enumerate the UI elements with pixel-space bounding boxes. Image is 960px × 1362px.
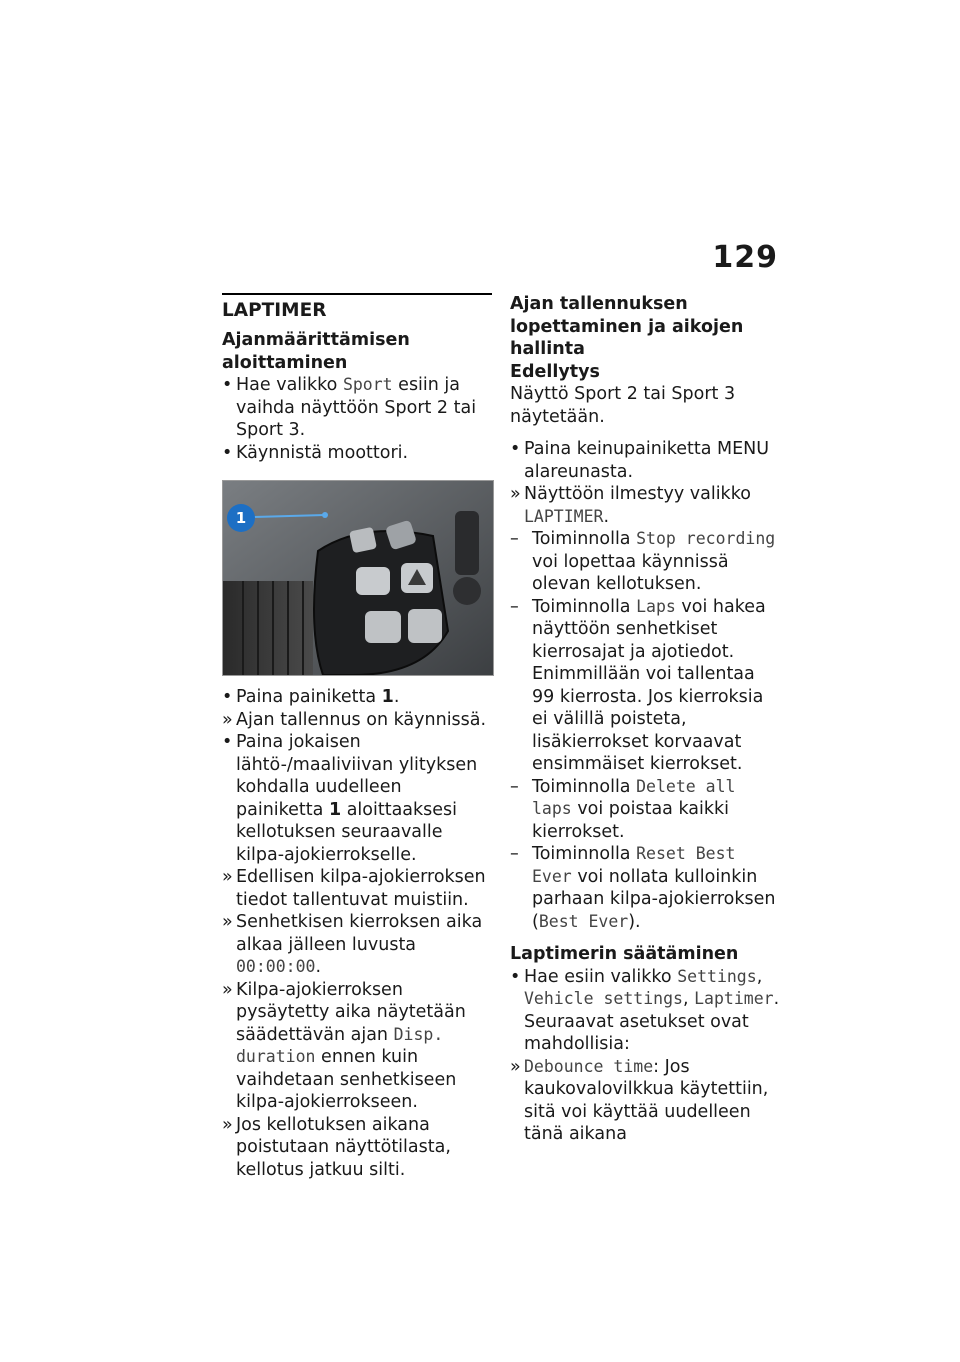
handlebar-switch-illustration [223,481,493,675]
list-item: » Ajan tallennus on käynnissä. [222,709,487,730]
list-item: » Edellisen kilpa-ajokierroksen tiedot tallentuvat muistiin. [222,867,486,910]
list-item: • Käynnistä moottori. [222,442,409,463]
section-rule [222,293,492,295]
list-item: • Paina painiketta 1. [222,687,400,707]
list-item: – Toiminnolla Stop recording voi lopettaa käynnissä olevan kellotuksen. [510,529,776,594]
list-item: • Paina keinupainiketta MENU alareunasta. [510,439,770,482]
steps-list-a [222,374,492,464]
subsection-title: Ajanmäärittämisen aloittaminen [222,330,410,373]
list-item: • Paina jokaisen lähtö-/maaliviivan ylityksen kohdalla uudelleen painiketta 1 aloittaaksesi kellotuksen seuraavalle kilpa-ajokierrokselle. [222,732,478,865]
list-item: – Toiminnolla Delete all laps voi poistaa kaikki kierrokset. [510,776,736,842]
callout-1-badge: 1 [227,504,255,532]
list-item: » Näyttöön ilmestyy valikko LAPTIMER. [510,484,751,527]
section-heading-settings: Laptimerin säätäminen [510,944,739,964]
stop-steps-list [510,438,782,933]
list-item: » Kilpa-ajokierroksen pysäytetty aika näytetään säädettävän ajan Disp. duration ennen kuin vaihdetaan senhetkiseen kilpa-ajokierrokseen. [222,979,466,1112]
list-item: • Hae esiin valikko Settings, Vehicle settings, Laptimer. Seuraavat asetukset ovat mahdollisia: [510,966,780,1054]
list-item: » Senhetkisen kierroksen aika alkaa jälleen luvusta 00:00:00. [222,912,483,977]
list-item: » Debounce time: Jos kaukovalovilkkua käytettiin, sitä voi käyttää uudelleen tänä aikana [510,1056,769,1144]
list-item: – Toiminnolla Reset Best Ever voi nollata kulloinkin parhaan kilpa-ajokierroksen (Best Ever). [510,844,776,932]
list-item: » Jos kellotuksen aikana poistutaan näyttötilasta, kellotus jatkuu silti. [222,1114,451,1180]
requirement-text: Näyttö Sport 2 tai Sport 3 näytetään. [510,384,736,427]
handlebar-switch-figure [222,480,494,676]
settings-steps-list [510,966,782,1146]
left-column [222,293,492,1187]
page-number: 129 [712,240,778,275]
right-column [510,293,782,1152]
list-item: • Hae valikko Sport esiin ja vaihda näyttöön Sport 2 tai Sport 3. [222,375,477,440]
list-item: – Toiminnolla Laps voi hakea näyttöön senhetkiset kierrosajat ja ajotiedot. Enimmillään voi tallentaa 99 kierrosta. Jos kierroksia ei välillä poisteta, lisäkierrokset korvaavat ensimmäiset kierrokset. [510,596,766,774]
requirement-title: Edellytys [510,361,600,382]
section-heading-stop: Ajan tallennuksen lopettaminen ja aikojen hallinta [510,294,744,359]
steps-list-b [222,686,492,1181]
section-title: LAPTIMER [222,300,327,321]
